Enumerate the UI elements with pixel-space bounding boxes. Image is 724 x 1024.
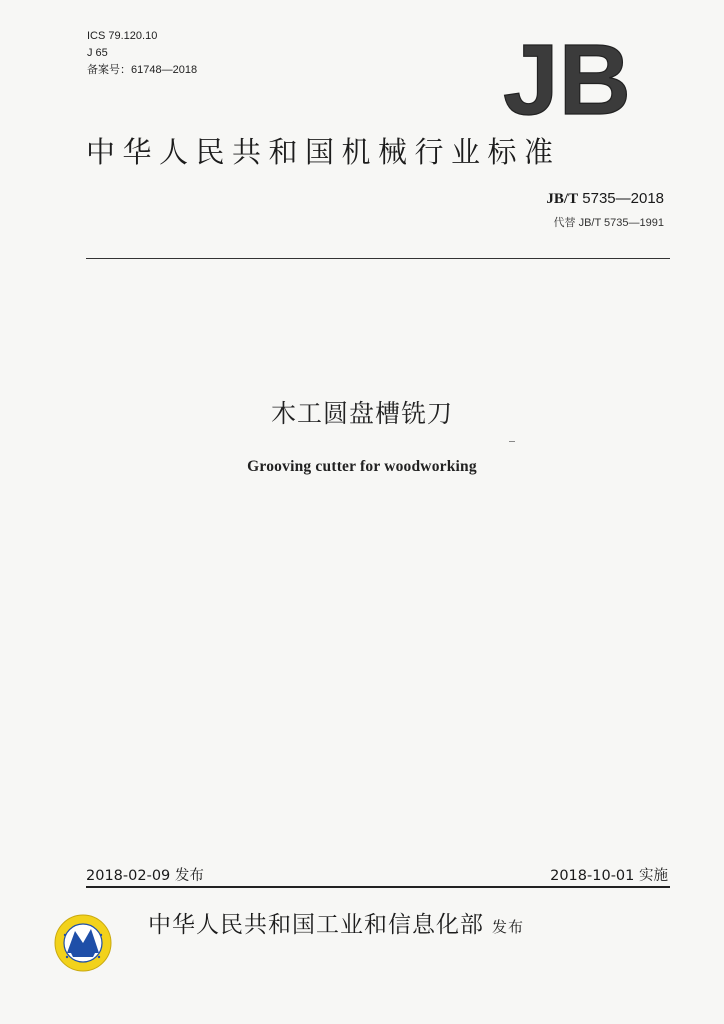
standard-prefix: JB/T <box>546 191 579 207</box>
issue-date: 2018-02-09 发布 <box>86 868 204 884</box>
header-title: 中华人民共和国机械行业标准 <box>86 135 561 169</box>
header-divider <box>86 258 670 259</box>
standard-number <box>546 190 664 208</box>
ics-code: ICS 79.120.10 <box>87 30 158 42</box>
standard-year: 5735—2018 <box>578 190 664 207</box>
document-title-chinese: 木工圆盘槽铣刀 <box>270 399 453 428</box>
effective-date: 2018-10-01 实施 <box>550 868 668 884</box>
document-title-english: Grooving cutter for woodworking <box>247 458 477 475</box>
record-number: 备案号：61748—2018 <box>87 64 198 76</box>
jb-logo <box>500 38 635 118</box>
issuer-name: 中华人民共和国工业和信息化部 <box>148 912 484 938</box>
classification-block <box>87 28 197 79</box>
issuer-action: 发布 <box>492 918 525 936</box>
replaces-note: 代替 JB/T 5735—1991 <box>553 217 664 229</box>
footer-divider <box>86 886 670 888</box>
scan-speck <box>509 441 515 442</box>
ccs-code: J 65 <box>87 47 108 59</box>
issuing-authority <box>148 906 524 939</box>
jb-logo-text: JB <box>503 38 631 118</box>
ministry-seal-icon <box>53 913 113 973</box>
